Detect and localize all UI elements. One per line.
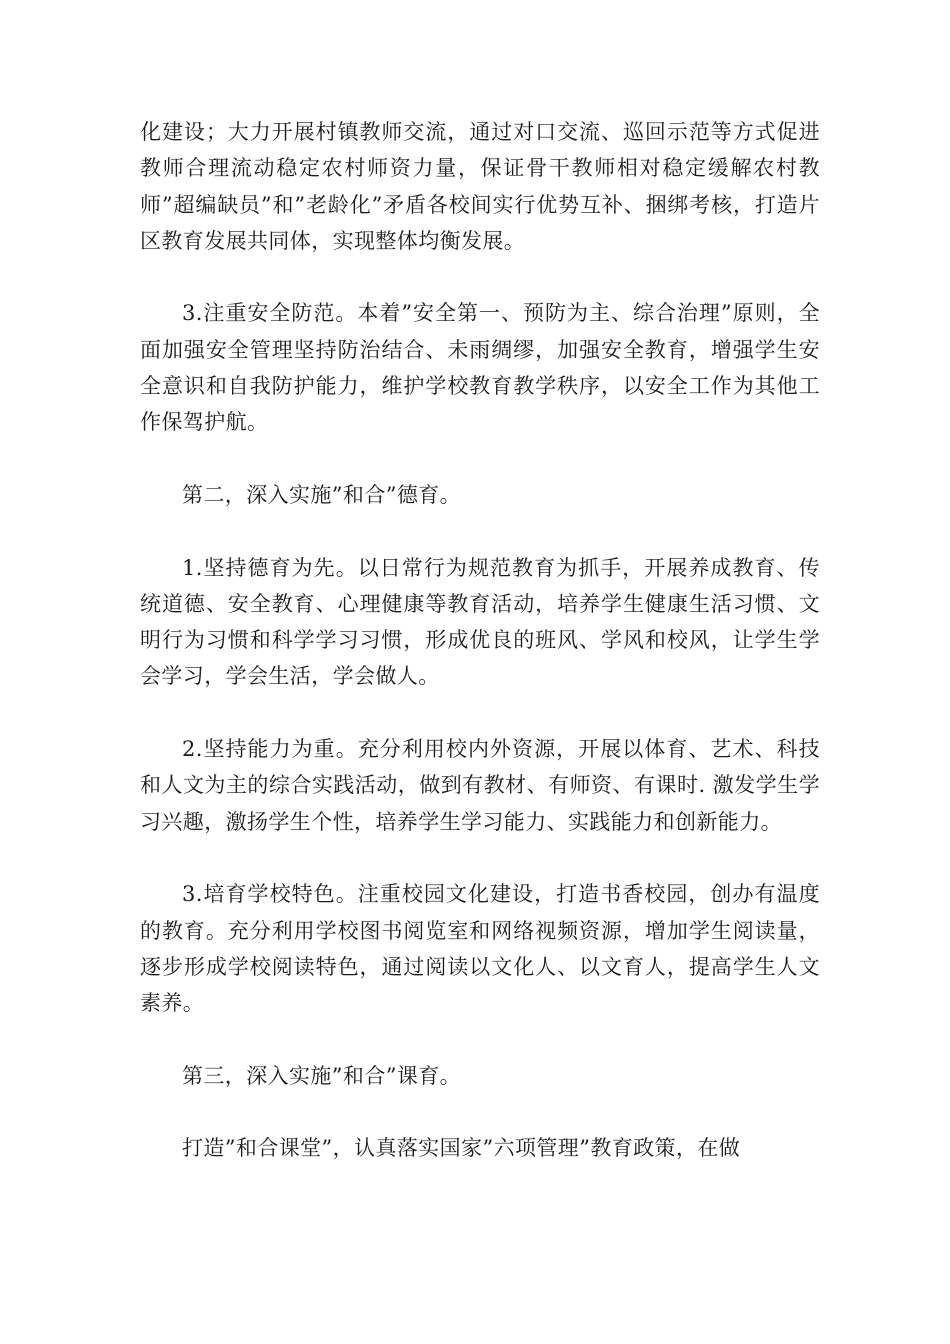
document-body (140, 114, 820, 1203)
paragraph-moral-first: 1.坚持德育为先。以日常行为规范教育为抓手，开展养成教育、传统道德、安全教育、心理健康等教育活动，培养学生健康生活习惯、文明行为习惯和科学学习习惯，形成优良的班风、学风和校风，让学生学会学习，学会生活，学会做人。 (140, 555, 820, 689)
section-heading-curriculum: 第三，深入实施”和合”课育。 (182, 1063, 462, 1088)
paragraph-safety: 3.注重安全防范。本着”安全第一、预防为主、综合治理”原则，全面加强安全管理坚持防治结合、未雨绸缪，加强安全教育，增强学生安全意识和自我防护能力，维护学校教育教学秩序，以安全工作为其他工作保驾护航。 (140, 301, 820, 435)
paragraph-teacher-exchange: 化建设；大力开展村镇教师交流，通过对口交流、巡回示范等方式促进教师合理流动稳定农村师资力量，保证骨干教师相对稳定缓解农村教师”超编缺员”和”老龄化”矛盾各校间实行优势互补、捆绑考核，打造片区教育发展共同体，实现整体均衡发展。 (140, 120, 820, 253)
paragraph-school-features: 3.培育学校特色。注重校园文化建设，打造书香校园，创办有温度的教育。充分利用学校图书阅览室和网络视频资源，增加学生阅读量，逐步形成学校阅读特色，通过阅读以文化人、以文育人，提高学生人文素养。 (140, 882, 820, 1016)
paragraph-ability: 2.坚持能力为重。充分利用校内外资源，开展以体育、艺术、科技和人文为主的综合实践活动，做到有教材、有师资、有课时. 激发学生学习兴趣，激扬学生个性，培养学生学习能力、实践能力和创新能力。 (140, 737, 820, 834)
section-heading-moral-education: 第二，深入实施”和合”德育。 (182, 482, 462, 507)
paragraph-classroom: 打造”和合课堂”，认真落实国家”六项管理”教育政策，在做 (182, 1136, 741, 1161)
